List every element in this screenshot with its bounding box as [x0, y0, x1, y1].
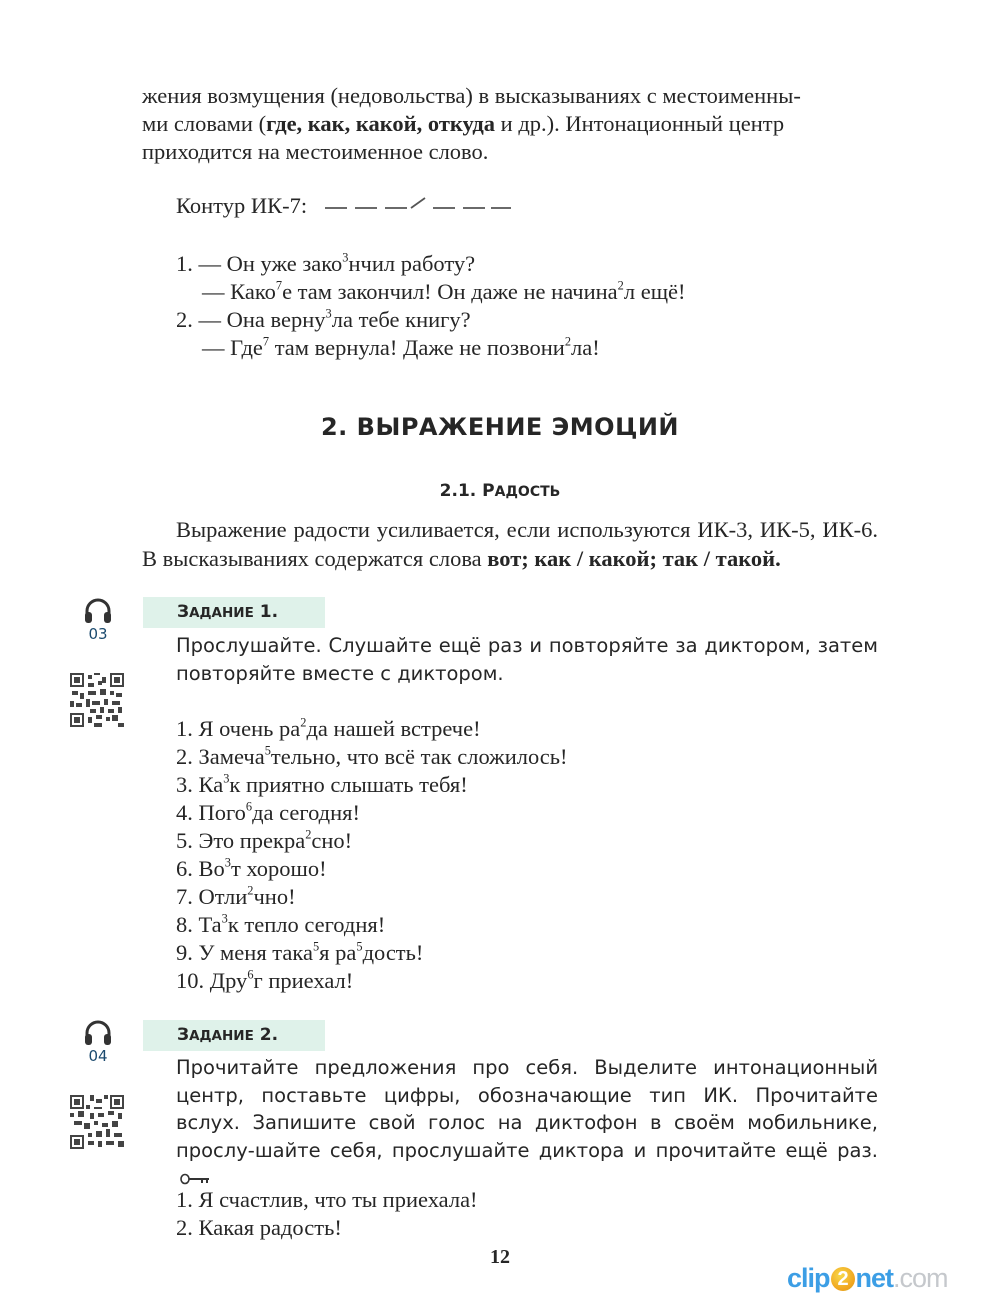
dialog-2-question: 2. — Она верну$^3$ла тебе книгу?: [176, 306, 471, 332]
page-number: 12: [490, 1246, 510, 1268]
qr-code-icon[interactable]: [70, 673, 124, 727]
key-icon: [180, 1173, 210, 1185]
list-item: 10. Дру$^6$г приехал!: [176, 967, 354, 993]
list-item: 6. $Во^3т$ хорошо!: [176, 855, 327, 881]
audio-track-number: 03: [88, 625, 108, 643]
keywords: вот; как / какой; так / такой.: [487, 546, 781, 571]
dialog-examples: [176, 250, 686, 362]
task-1-instruction: Прослушайте. Слушайте ещё раз и повторяйте за диктором, затем повторяйте вместе с диктором.: [176, 634, 878, 685]
dialog-1-question: 1. — Он уже зако$^3$нчил работу?: [176, 250, 476, 276]
list-item: 1. Я счастлив, что ты приехала!: [176, 1187, 478, 1212]
audio-track-number: 04: [88, 1047, 108, 1065]
dialog-1-answer: — Како$^7$е там закончил! Он даже не начина$^2$л ещё!: [202, 278, 686, 304]
contour-label: Контур ИК-7:: [176, 193, 308, 218]
qr-code-icon[interactable]: [70, 1095, 124, 1149]
task-1-header: [143, 597, 325, 628]
intonation-contour-diagram: [323, 194, 513, 218]
section-heading: 2. ВЫРАЖЕНИЕ ЭМОЦИЙ: [320, 413, 680, 441]
list-item: 2. Замеча$^5$тельно, что всё так сложилось!: [176, 743, 568, 769]
section-intro-paragraph: Выражение радости усиливается, если используются ИК-3, ИК-5, ИК-6. В высказываниях содержатся слова вот; как / какой; так / такой.: [142, 517, 878, 571]
headphones-icon: [83, 1020, 113, 1046]
headphones-icon: [83, 598, 113, 624]
list-item: 1. Я очень $ра^2да$ нашей встрече!: [176, 715, 481, 741]
subsection-heading: 2.1. РАДОСТЬ: [439, 481, 561, 501]
list-item: 8. $Та^3к$ тепло сегодня!: [176, 911, 386, 937]
task-1-list: [176, 715, 568, 995]
task-2-list: [176, 1186, 478, 1242]
task-2-instruction: Прочитайте предложения про себя. Выделите интонационный центр, поставьте цифры, обозначающие тип ИК. Прочитайте вслух. Запишите свой голос на диктофон в своём мобильнике, прослу-шайте себя, прослушайте диктора и прочитайте ещё раз.: [176, 1054, 878, 1192]
intro-line-3: приходится на местоименное слово.: [142, 139, 489, 164]
task-1-audio[interactable]: [68, 598, 128, 642]
intro-line-1: жения возмущения (недовольства) в высказываниях с местоименны-: [142, 83, 801, 108]
task-2-audio[interactable]: [68, 1020, 128, 1064]
watermark-logo: clip 2 net .com: [787, 1263, 948, 1293]
list-item: 9. У меня така$^5$я $ра^5дость$!: [176, 939, 424, 965]
pronoun-words: где, как, какой, откуда: [266, 111, 496, 136]
intro-line-2: ми словами (где, как, какой, откуда и др.). Интонационный центр: [142, 111, 785, 136]
contour-ik7: [176, 193, 513, 219]
dialog-2-answer: — Где$^7$ там вернула! Даже не позвони$^2$ла!: [202, 334, 600, 360]
list-item: 3. $Ка^3к$ приятно слышать тебя!: [176, 771, 468, 797]
task-2-title: ЗАДАНИЕ 2.: [177, 1025, 279, 1045]
list-item: 7. Отли$^2$чно!: [176, 883, 296, 909]
list-item: 2. Какая радость!: [176, 1215, 342, 1240]
list-item: 5. Это прекра$^2$сно!: [176, 827, 353, 853]
list-item: 4. Пого$^6$да сегодня!: [176, 799, 361, 825]
task-2-header: [143, 1020, 325, 1051]
task-1-title: ЗАДАНИЕ 1.: [177, 602, 279, 622]
intro-paragraph: [142, 82, 878, 166]
